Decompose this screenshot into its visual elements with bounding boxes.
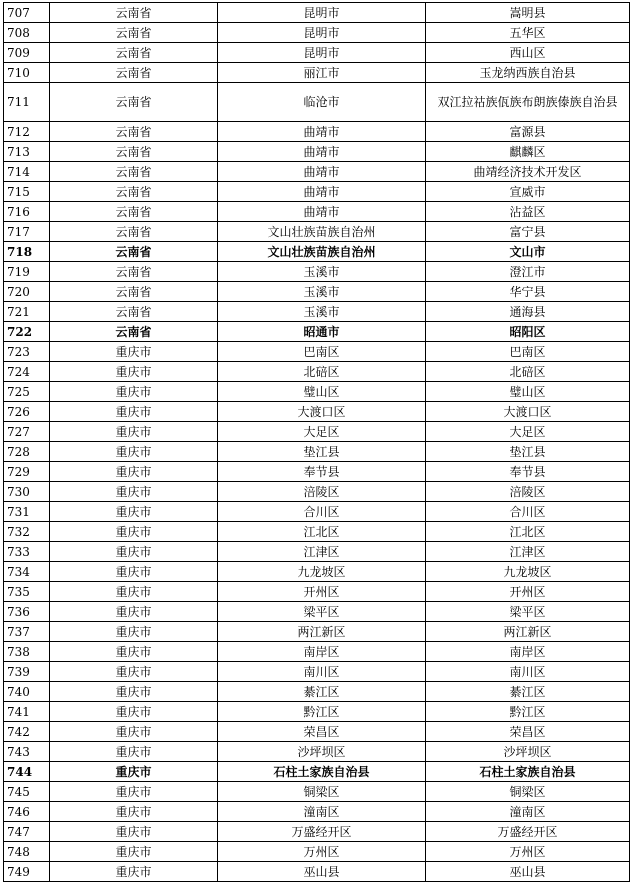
row-number-cell: 724	[4, 362, 50, 382]
county-cell: 沾益区	[426, 202, 630, 222]
province-cell: 重庆市	[50, 562, 218, 582]
row-number-cell: 732	[4, 522, 50, 542]
table-row	[4, 582, 630, 602]
county-cell: 通海县	[426, 302, 630, 322]
city-cell: 曲靖市	[218, 162, 426, 182]
province-cell: 重庆市	[50, 422, 218, 442]
city-cell: 江北区	[218, 522, 426, 542]
county-cell: 巴南区	[426, 342, 630, 362]
county-cell: 梁平区	[426, 602, 630, 622]
table-row	[4, 422, 630, 442]
table-row	[4, 182, 630, 202]
county-cell: 垫江县	[426, 442, 630, 462]
table-row	[4, 682, 630, 702]
province-cell: 重庆市	[50, 642, 218, 662]
county-cell: 涪陵区	[426, 482, 630, 502]
city-cell: 万州区	[218, 842, 426, 862]
city-cell: 綦江区	[218, 682, 426, 702]
city-cell: 沙坪坝区	[218, 742, 426, 762]
province-cell: 重庆市	[50, 742, 218, 762]
county-cell: 嵩明县	[426, 3, 630, 23]
row-number-cell: 709	[4, 43, 50, 63]
row-number-cell: 739	[4, 662, 50, 682]
row-number-cell: 723	[4, 342, 50, 362]
row-number-cell: 733	[4, 542, 50, 562]
table-row	[4, 862, 630, 882]
table-row	[4, 242, 630, 262]
table-row	[4, 442, 630, 462]
county-cell: 富源县	[426, 122, 630, 142]
table-row	[4, 362, 630, 382]
province-cell: 重庆市	[50, 862, 218, 882]
row-number-cell: 730	[4, 482, 50, 502]
row-number-cell: 712	[4, 122, 50, 142]
table-row	[4, 302, 630, 322]
table-row	[4, 3, 630, 23]
row-number-cell: 720	[4, 282, 50, 302]
city-cell: 合川区	[218, 502, 426, 522]
county-cell: 五华区	[426, 23, 630, 43]
city-cell: 玉溪市	[218, 282, 426, 302]
province-cell: 重庆市	[50, 342, 218, 362]
province-cell: 重庆市	[50, 522, 218, 542]
province-cell: 云南省	[50, 122, 218, 142]
province-cell: 重庆市	[50, 782, 218, 802]
table-row	[4, 322, 630, 342]
city-cell: 涪陵区	[218, 482, 426, 502]
row-number-cell: 728	[4, 442, 50, 462]
county-cell: 西山区	[426, 43, 630, 63]
province-cell: 云南省	[50, 202, 218, 222]
province-cell: 云南省	[50, 23, 218, 43]
county-cell: 沙坪坝区	[426, 742, 630, 762]
city-cell: 曲靖市	[218, 122, 426, 142]
row-number-cell: 707	[4, 3, 50, 23]
province-cell: 重庆市	[50, 582, 218, 602]
table-row	[4, 462, 630, 482]
table-row	[4, 602, 630, 622]
row-number-cell: 722	[4, 322, 50, 342]
county-cell: 宣威市	[426, 182, 630, 202]
county-cell: 文山市	[426, 242, 630, 262]
province-cell: 重庆市	[50, 662, 218, 682]
table-row	[4, 562, 630, 582]
row-number-cell: 710	[4, 63, 50, 83]
row-number-cell: 714	[4, 162, 50, 182]
row-number-cell: 731	[4, 502, 50, 522]
row-number-cell: 740	[4, 682, 50, 702]
city-cell: 北碚区	[218, 362, 426, 382]
table-row	[4, 702, 630, 722]
row-number-cell: 721	[4, 302, 50, 322]
city-cell: 曲靖市	[218, 202, 426, 222]
table-row	[4, 122, 630, 142]
county-cell: 大渡口区	[426, 402, 630, 422]
province-cell: 云南省	[50, 43, 218, 63]
row-number-cell: 746	[4, 802, 50, 822]
county-cell: 黔江区	[426, 702, 630, 722]
city-cell: 曲靖市	[218, 182, 426, 202]
province-cell: 云南省	[50, 182, 218, 202]
city-cell: 石柱土家族自治县	[218, 762, 426, 782]
province-cell: 重庆市	[50, 542, 218, 562]
row-number-cell: 708	[4, 23, 50, 43]
row-number-cell: 727	[4, 422, 50, 442]
province-cell: 重庆市	[50, 502, 218, 522]
province-cell: 云南省	[50, 322, 218, 342]
county-cell: 玉龙纳西族自治县	[426, 63, 630, 83]
province-cell: 重庆市	[50, 822, 218, 842]
city-cell: 九龙坡区	[218, 562, 426, 582]
table-row	[4, 63, 630, 83]
province-cell: 云南省	[50, 222, 218, 242]
county-cell: 开州区	[426, 582, 630, 602]
county-cell: 巫山县	[426, 862, 630, 882]
table-row	[4, 43, 630, 63]
city-cell: 璧山区	[218, 382, 426, 402]
county-cell: 江北区	[426, 522, 630, 542]
province-cell: 重庆市	[50, 402, 218, 422]
county-cell: 南川区	[426, 662, 630, 682]
city-cell: 南川区	[218, 662, 426, 682]
table-body	[4, 3, 630, 882]
city-cell: 昭通市	[218, 322, 426, 342]
row-number-cell: 719	[4, 262, 50, 282]
county-cell: 合川区	[426, 502, 630, 522]
city-cell: 铜梁区	[218, 782, 426, 802]
province-cell: 重庆市	[50, 802, 218, 822]
county-cell: 华宁县	[426, 282, 630, 302]
city-cell: 昆明市	[218, 23, 426, 43]
row-number-cell: 741	[4, 702, 50, 722]
table-row	[4, 722, 630, 742]
province-cell: 云南省	[50, 142, 218, 162]
province-cell: 重庆市	[50, 622, 218, 642]
table-row	[4, 502, 630, 522]
province-cell: 云南省	[50, 282, 218, 302]
province-cell: 云南省	[50, 302, 218, 322]
table-row	[4, 802, 630, 822]
table-row	[4, 542, 630, 562]
province-cell: 重庆市	[50, 602, 218, 622]
county-cell: 璧山区	[426, 382, 630, 402]
county-cell: 奉节县	[426, 462, 630, 482]
table-row	[4, 642, 630, 662]
row-number-cell: 713	[4, 142, 50, 162]
county-cell: 昭阳区	[426, 322, 630, 342]
row-number-cell: 736	[4, 602, 50, 622]
region-table	[3, 2, 630, 882]
table-row	[4, 262, 630, 282]
city-cell: 两江新区	[218, 622, 426, 642]
province-cell: 云南省	[50, 63, 218, 83]
province-cell: 重庆市	[50, 682, 218, 702]
county-cell: 潼南区	[426, 802, 630, 822]
province-cell: 重庆市	[50, 382, 218, 402]
city-cell: 南岸区	[218, 642, 426, 662]
row-number-cell: 745	[4, 782, 50, 802]
county-cell: 两江新区	[426, 622, 630, 642]
city-cell: 梁平区	[218, 602, 426, 622]
county-cell: 綦江区	[426, 682, 630, 702]
row-number-cell: 737	[4, 622, 50, 642]
row-number-cell: 716	[4, 202, 50, 222]
row-number-cell: 749	[4, 862, 50, 882]
city-cell: 玉溪市	[218, 302, 426, 322]
county-cell: 荣昌区	[426, 722, 630, 742]
province-cell: 云南省	[50, 83, 218, 122]
city-cell: 荣昌区	[218, 722, 426, 742]
county-cell: 曲靖经济技术开发区	[426, 162, 630, 182]
city-cell: 临沧市	[218, 83, 426, 122]
row-number-cell: 743	[4, 742, 50, 762]
table-row	[4, 782, 630, 802]
row-number-cell: 726	[4, 402, 50, 422]
city-cell: 昆明市	[218, 43, 426, 63]
province-cell: 云南省	[50, 262, 218, 282]
city-cell: 大渡口区	[218, 402, 426, 422]
city-cell: 大足区	[218, 422, 426, 442]
city-cell: 开州区	[218, 582, 426, 602]
province-cell: 重庆市	[50, 442, 218, 462]
city-cell: 玉溪市	[218, 262, 426, 282]
county-cell: 万盛经开区	[426, 822, 630, 842]
province-cell: 重庆市	[50, 762, 218, 782]
province-cell: 云南省	[50, 3, 218, 23]
province-cell: 重庆市	[50, 722, 218, 742]
row-number-cell: 711	[4, 83, 50, 122]
table-row	[4, 762, 630, 782]
city-cell: 垫江县	[218, 442, 426, 462]
table-row	[4, 842, 630, 862]
county-cell: 石柱土家族自治县	[426, 762, 630, 782]
county-cell: 南岸区	[426, 642, 630, 662]
city-cell: 奉节县	[218, 462, 426, 482]
province-cell: 重庆市	[50, 842, 218, 862]
province-cell: 重庆市	[50, 702, 218, 722]
table-row	[4, 83, 630, 122]
county-cell: 万州区	[426, 842, 630, 862]
row-number-cell: 729	[4, 462, 50, 482]
row-number-cell: 735	[4, 582, 50, 602]
table-row	[4, 742, 630, 762]
row-number-cell: 738	[4, 642, 50, 662]
table-row	[4, 23, 630, 43]
province-cell: 云南省	[50, 242, 218, 262]
city-cell: 巫山县	[218, 862, 426, 882]
county-cell: 澄江市	[426, 262, 630, 282]
city-cell: 黔江区	[218, 702, 426, 722]
row-number-cell: 744	[4, 762, 50, 782]
province-cell: 重庆市	[50, 482, 218, 502]
table-row	[4, 522, 630, 542]
county-cell: 大足区	[426, 422, 630, 442]
county-cell: 富宁县	[426, 222, 630, 242]
table-row	[4, 822, 630, 842]
county-cell: 铜梁区	[426, 782, 630, 802]
province-cell: 重庆市	[50, 362, 218, 382]
row-number-cell: 718	[4, 242, 50, 262]
table-row	[4, 622, 630, 642]
table-row	[4, 222, 630, 242]
row-number-cell: 747	[4, 822, 50, 842]
county-cell: 九龙坡区	[426, 562, 630, 582]
row-number-cell: 725	[4, 382, 50, 402]
county-cell: 江津区	[426, 542, 630, 562]
table-row	[4, 142, 630, 162]
row-number-cell: 734	[4, 562, 50, 582]
county-cell: 北碚区	[426, 362, 630, 382]
table-row	[4, 342, 630, 362]
county-cell: 麒麟区	[426, 142, 630, 162]
table-row	[4, 162, 630, 182]
city-cell: 潼南区	[218, 802, 426, 822]
county-cell: 双江拉祜族佤族布朗族傣族自治县	[426, 83, 630, 122]
city-cell: 昆明市	[218, 3, 426, 23]
table-row	[4, 662, 630, 682]
table-row	[4, 282, 630, 302]
row-number-cell: 742	[4, 722, 50, 742]
city-cell: 万盛经开区	[218, 822, 426, 842]
table-row	[4, 202, 630, 222]
table-row	[4, 482, 630, 502]
city-cell: 丽江市	[218, 63, 426, 83]
city-cell: 江津区	[218, 542, 426, 562]
city-cell: 文山壮族苗族自治州	[218, 242, 426, 262]
province-cell: 重庆市	[50, 462, 218, 482]
city-cell: 文山壮族苗族自治州	[218, 222, 426, 242]
table-row	[4, 382, 630, 402]
row-number-cell: 717	[4, 222, 50, 242]
row-number-cell: 748	[4, 842, 50, 862]
province-cell: 云南省	[50, 162, 218, 182]
city-cell: 曲靖市	[218, 142, 426, 162]
row-number-cell: 715	[4, 182, 50, 202]
table-row	[4, 402, 630, 422]
city-cell: 巴南区	[218, 342, 426, 362]
